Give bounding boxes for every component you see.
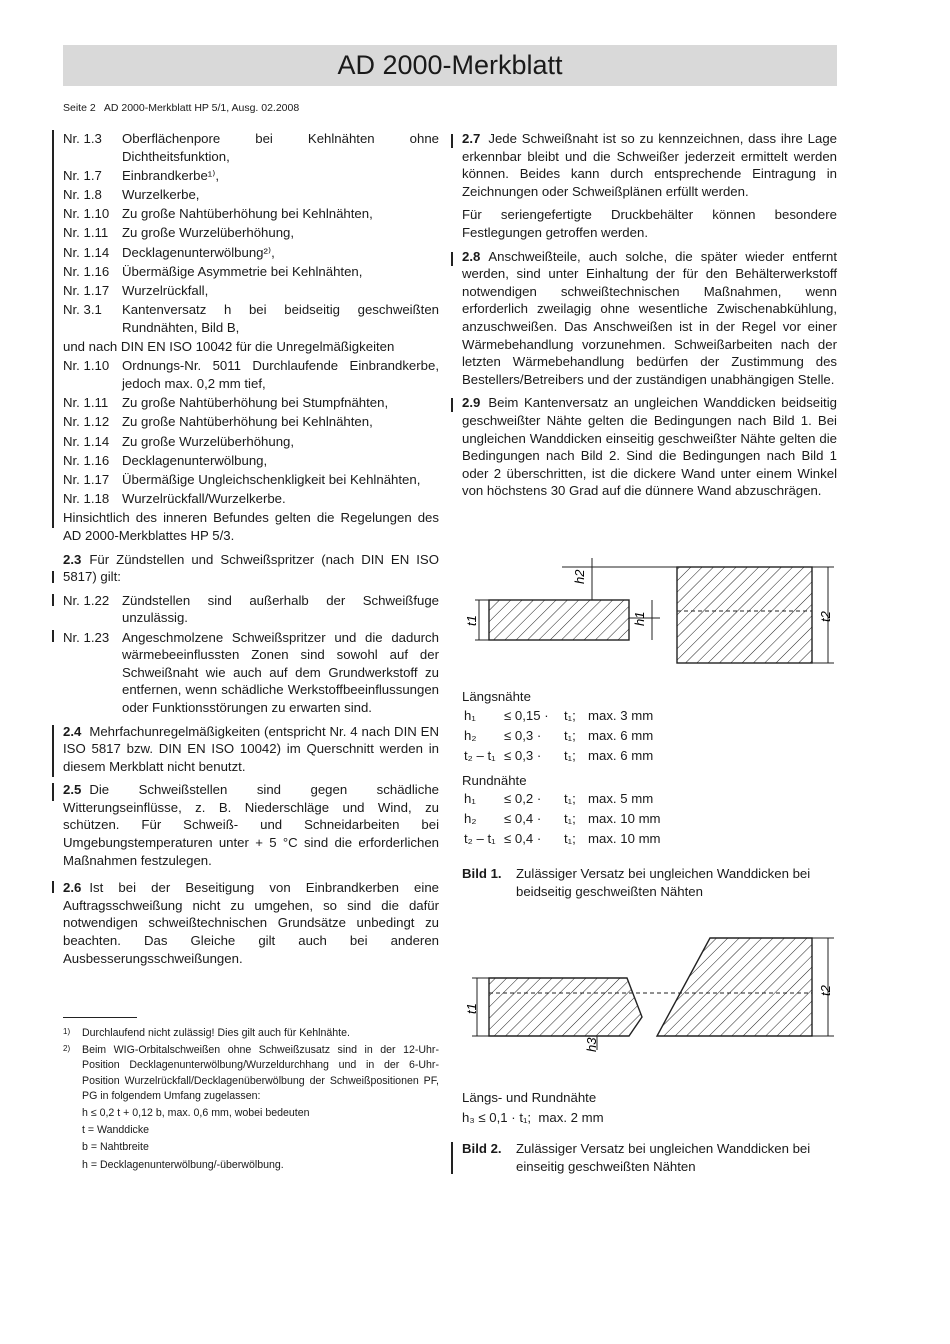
change-bar	[451, 134, 453, 148]
item-text: Einbrandkerbe¹⁾,	[122, 167, 220, 183]
header-title: AD 2000-Merkblatt	[337, 50, 563, 80]
list-item	[63, 413, 439, 431]
label-t1: t1	[464, 615, 479, 626]
list-1	[63, 130, 439, 508]
formula-row: t₂ – t₁ ≤ 0,4 · t₁; max. 10 mm	[464, 831, 661, 847]
list-item	[63, 205, 439, 223]
list-item	[63, 471, 439, 489]
label-h3: h3	[584, 1037, 599, 1052]
label-t2: t2	[818, 611, 833, 622]
list-item	[63, 592, 439, 627]
item-num: Nr. 1.17	[63, 282, 110, 298]
thin-plate-bevel	[489, 978, 642, 1036]
paragraph-inner-findings: Hinsichtlich des inneren Befundes gelten die Regelungen des AD 2000-Merkblattes HP 5/3.	[63, 510, 439, 543]
rund-title: Rundnähte	[462, 772, 527, 788]
item-num: Nr. 3.1	[63, 302, 102, 318]
list-item	[63, 263, 439, 281]
list-item	[63, 357, 439, 392]
footnote-def-t: t = Wanddicke	[82, 1124, 150, 1137]
list-item	[63, 282, 439, 300]
item-text: Angeschmolzene Schweißspritzer und die dadurch wärmebeeinflussten Zonen sind sowohl auf der Schweißnaht wie auch auf dem Grundwerkstoff zu entfernen, wenn schädliche Werkstoffbeeinflussungen oder Funktionsstörungen zu erwarten sind.	[122, 629, 439, 715]
rund-formulas	[462, 789, 663, 849]
section-2-9	[462, 394, 837, 500]
section-text: Mehrfachunregelmäßigkeiten (entspricht Nr. 4 nach DIN EN ISO 5817 bzw. DIN EN ISO 10042) im Querschnitt werden in diesem Merkblatt nicht benutzt.	[63, 723, 439, 774]
section-2-4	[63, 723, 439, 776]
caption-text: Zulässiger Versatz bei ungleichen Wanddicken bei einseitig geschweißten Nähten	[516, 1141, 811, 1174]
change-bar	[52, 725, 54, 777]
list-item	[63, 394, 439, 412]
item-num: Nr. 1.23	[63, 629, 110, 645]
item-text: Decklagenunterwölbung,	[122, 452, 268, 468]
footnote-1	[63, 1026, 439, 1041]
footnote-def-h: h = Decklagenunterwölbung/-überwölbung.	[82, 1158, 284, 1171]
item-num: Nr. 1.16	[63, 263, 110, 279]
laengs-title: Längsnähte	[462, 689, 531, 704]
formula-row: h₂ ≤ 0,4 · t₁; max. 10 mm	[464, 811, 661, 827]
section-text-2: Für seriengefertigte Druckbehälter können besondere Festlegungen getroffen werden.	[462, 207, 837, 240]
page-header	[63, 45, 837, 86]
change-bar	[52, 630, 54, 642]
section-2-6	[63, 879, 439, 967]
item-num: Nr. 1.7	[63, 167, 102, 183]
footnote-2	[63, 1043, 439, 1104]
lr-formula: h₃ ≤ 0,1 · t₁; max. 2 mm	[462, 1110, 604, 1125]
item-text: Zu große Wurzelüberhöhung,	[122, 433, 295, 449]
list-item	[63, 186, 439, 204]
list-item	[63, 301, 439, 336]
item-num: Nr. 1.11	[63, 225, 109, 241]
footnote-mark: 1)	[63, 1027, 71, 1036]
caption-label: Bild 1.	[462, 866, 502, 881]
change-bar	[451, 1142, 453, 1174]
change-bar	[52, 130, 54, 528]
item-text: Zu große Nahtüberhöhung bei Kehlnähten,	[122, 206, 373, 222]
item-text: Übermäßige Asymmetrie bei Kehlnähten,	[122, 263, 363, 279]
section-number: 2.3	[63, 551, 82, 567]
footnote-rule	[63, 1017, 137, 1018]
item-num: Nr. 1.18	[63, 491, 110, 507]
item-num: Nr. 1.10	[63, 358, 110, 374]
section-number: 2.6	[63, 880, 82, 896]
item-text: Decklagenunterwölbung²⁾,	[122, 244, 275, 260]
laengs-formulas	[462, 706, 655, 766]
item-text: Wurzelrückfall,	[122, 282, 209, 298]
item-text: Wurzelrückfall/Wurzelkerbe.	[122, 491, 286, 507]
list-item	[63, 130, 439, 165]
caption-label: Bild 2.	[462, 1141, 502, 1156]
item-text: Wurzelkerbe,	[122, 186, 200, 202]
section-text: Für Zündstellen und Schweißspritzer (nach DIN EN ISO 5817) gilt:	[63, 551, 439, 585]
footnote-mark: 2)	[63, 1044, 71, 1054]
change-bar	[52, 594, 54, 606]
list-item	[63, 433, 439, 451]
list-item	[63, 244, 439, 262]
item-text: Oberflächenpore bei Kehlnähten ohne Dichtheitsfunktion,	[122, 131, 439, 164]
thin-plate	[489, 600, 629, 640]
section-2-7	[462, 130, 837, 242]
section-2-3	[63, 551, 439, 586]
item-num: Nr. 1.11	[63, 395, 109, 411]
item-text: Zu große Wurzelüberhöhung,	[122, 225, 295, 241]
item-num: Nr. 1.10	[63, 206, 110, 222]
change-bar	[451, 398, 453, 412]
section-text: Die Schweißstellen sind gegen schädliche Witterungseinflüsse, z. B. Niederschläge und Wind, zu schützen. Für Schweiß- und Schneidarbeiten bei Umgebungstemperaturen unter + 5 °C sind die erforderlichen Maßnahmen festzulegen.	[63, 782, 439, 868]
list-item	[63, 629, 439, 717]
item-text: Zu große Nahtüberhöhung bei Stumpfnähten,	[122, 395, 389, 411]
formula-row: t₂ – t₁ ≤ 0,3 · t₁; max. 6 mm	[464, 747, 654, 763]
label-t2: t2	[818, 985, 833, 996]
laengs-block	[462, 688, 663, 849]
section-text: Anschweißteile, auch solche, die später wieder entfernt werden, sind unter Einhaltung der für den Behälterwerkstoff notwendigen schweißtechnischen Maßnahmen, wenn erforderlich zweilagig ohne wesentliche Zwischenabkühlung, anzuschweißen. Das Anschweißen ist in der Regel vor einer Wärmebehandlung vorzunehmen. Schweißarbeiten nach der letzten Wärmebehandlung bedürfen der Zustimmung des Bestellers/Betreibers und der zuständigen unabhängigen Stelle.	[462, 248, 837, 387]
section-number: 2.9	[462, 395, 481, 411]
item-text: Ordnungs-Nr. 5011 Durchlaufende Einbrandkerbe, jedoch max. 0,2 mm tief,	[122, 358, 439, 392]
list-item	[63, 452, 439, 470]
figure-2-caption	[462, 1140, 837, 1175]
item-num: Nr. 1.16	[63, 452, 110, 468]
item-text: Zündstellen sind außerhalb der Schweißfuge unzulässig.	[122, 592, 439, 626]
lr-block	[462, 1088, 604, 1128]
label-h1: h1	[632, 611, 647, 626]
item-num: Nr. 1.14	[63, 433, 110, 449]
change-bar	[52, 571, 54, 583]
footnote-text: Beim WIG-Orbitalschweißen ohne Schweißzusatz sind in der 12-Uhr-Position Decklagenunterwölbung/Wurzeldurchhang und in der 6-Uhr-Position Wurzelrückfall/Decklagenüberwölbung der Schweißpositionen PF, PG in folgendem Umfang zugelassen:	[82, 1044, 439, 1102]
list-3	[63, 592, 439, 717]
footnote-text: Durchlaufend nicht zulässig! Dies gilt auch für Kehlnähte.	[82, 1027, 350, 1039]
list-intro: und nach DIN EN ISO 10042 für die Unregelmäßigkeiten	[63, 338, 395, 354]
thick-plate	[677, 567, 812, 663]
item-num: Nr. 1.17	[63, 472, 110, 487]
list-item	[63, 224, 439, 242]
item-num: Nr. 1.12	[63, 414, 110, 430]
item-num: Nr. 1.3	[63, 131, 102, 146]
change-bar	[451, 252, 453, 266]
section-number: 2.4	[63, 723, 82, 739]
footnote-def-b: b = Nahtbreite	[82, 1141, 149, 1154]
formula-row: h₁ ≤ 0,15 · t₁; max. 3 mm	[464, 707, 654, 723]
caption-text: Zulässiger Versatz bei ungleichen Wanddicken bei beidseitig geschweißten Nähten	[516, 866, 811, 899]
figure-1-diagram	[462, 558, 842, 670]
thick-plate-bevel	[657, 938, 812, 1036]
item-num: Nr. 1.8	[63, 186, 102, 202]
list-item	[63, 490, 439, 508]
label-t1: t1	[464, 1003, 479, 1014]
section-2-8	[462, 248, 837, 389]
right-column	[462, 130, 837, 506]
item-text: Kantenversatz h bei beidseitig geschweißten Rundnähten, Bild B,	[122, 302, 439, 335]
item-text: Zu große Nahtüberhöhung bei Kehlnähten,	[122, 414, 373, 430]
section-number: 2.8	[462, 248, 481, 264]
change-bar	[52, 783, 54, 801]
formula-row: h₂ ≤ 0,3 · t₁; max. 6 mm	[464, 727, 654, 743]
figure-1-caption	[462, 865, 837, 900]
footnotes	[63, 1017, 439, 1173]
section-text: Beim Kantenversatz an ungleichen Wanddicken beidseitig geschweißter Nähte gelten die Bedingungen nach Bild 1. Bei ungleichen Wanddicken einseitig geschweißter Nähte gelten die Bedingungen nach Bild 2. Sind die Bedingungen nach Bild 1 oder 2 überschritten, ist die dickere Wand unter einem Winkel von höchstens 30 Grad auf die dünnere Wand abzuschrägen.	[462, 395, 837, 499]
formula-row: h₁ ≤ 0,2 · t₁; max. 5 mm	[464, 791, 654, 807]
section-number: 2.7	[462, 131, 481, 146]
list-item	[63, 167, 439, 185]
item-text: Übermäßige Ungleichschenkligkeit bei Kehlnähten,	[122, 472, 421, 487]
section-2-5	[63, 781, 439, 869]
left-column	[63, 130, 439, 973]
change-bar	[52, 881, 54, 893]
section-number: 2.5	[63, 782, 82, 798]
lr-title: Längs- und Rundnähte	[462, 1090, 597, 1105]
label-h2: h2	[572, 569, 587, 584]
section-text: Ist bei der Beseitigung von Einbrandkerben eine Auftragsschweißung nicht zu umgehen, so sind die dafür notwendigen schweißtechnischen Grundsätze unbedingt zu beachten. Das Gleiche gilt auch bei anderen Ausbesserungsschweißungen.	[63, 880, 439, 966]
figure-2-diagram	[462, 932, 842, 1052]
page-subheader: Seite 2 AD 2000-Merkblatt HP 5/1, Ausg. 02.2008	[63, 102, 300, 114]
footnote-formula: h ≤ 0,2 t + 0,12 b, max. 0,6 mm, wobei bedeuten	[82, 1107, 310, 1120]
item-num: Nr. 1.14	[63, 244, 110, 260]
section-text: Jede Schweißnaht ist so zu kennzeichnen, dass ihre Lage erkennbar bleibt und die Schweißer jederzeit ermittelt werden können. Beides kann durch entsprechende Eintragung in Zeichnungen oder Schweißplänen erfüllt werden.	[462, 131, 837, 199]
item-num: Nr. 1.22	[63, 592, 110, 608]
